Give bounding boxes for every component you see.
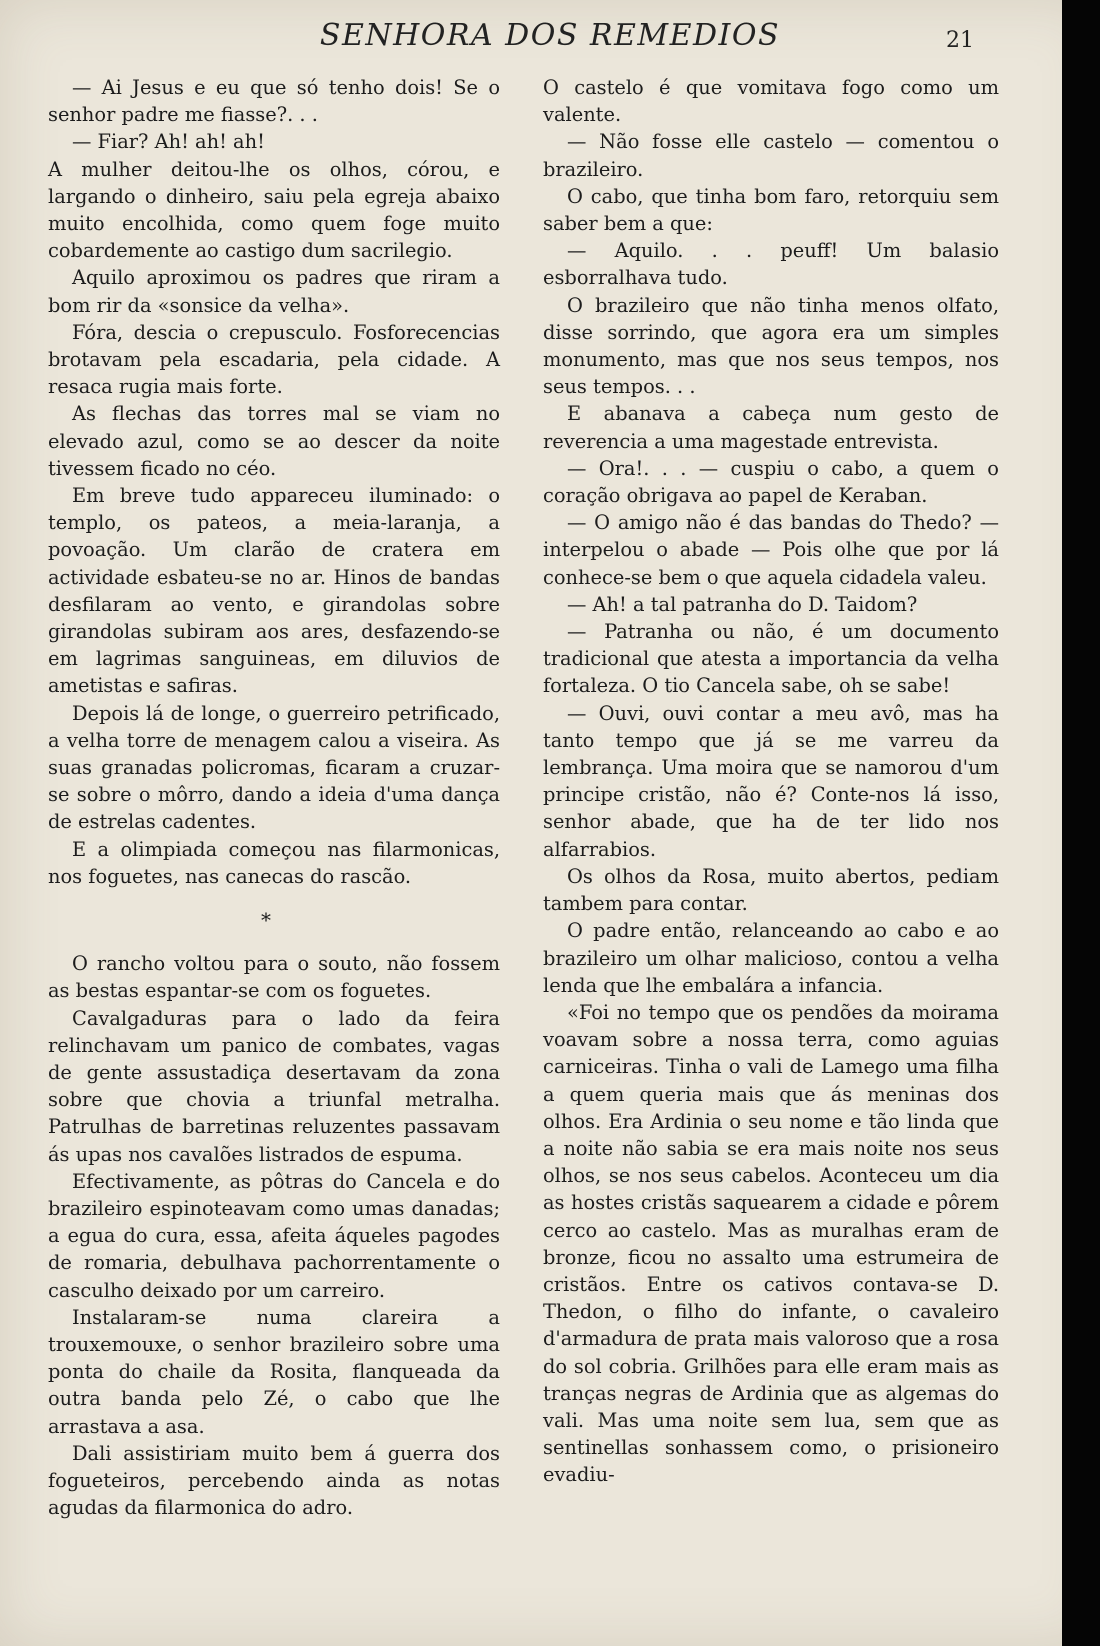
paragraph: O rancho voltou para o souto, não fossem as bestas espantar-se com os foguetes. (48, 952, 500, 1003)
paragraph: Instalaram-se numa clareira a trouxemouxe, o senhor brazileiro sobre uma ponta do chaile da Rosita, flanqueada da outra banda pelo Zé, o cabo que lhe arrastava a asa. (48, 1305, 500, 1438)
paragraph: A mulher deitou-lhe os olhos, córou, e largando o dinheiro, saiu pela egreja abaixo muito encolhida, como quem foge muito cobardemente ao castigo dum sacrilegio. (48, 157, 500, 263)
paragraph: Os olhos da Rosa, muito abertos, pediam tambem para contar. (543, 864, 999, 916)
paragraph: — Ouvi, ouvi contar a meu avô, mas ha tanto tempo que já se me varreu da lembrança. Uma moira que se namorou d'um principe cristão, não é? Conte-nos lá isso, senhor abade, que ha de ter lido nos alfarrabios. (543, 701, 999, 861)
section-ornament: * (261, 908, 271, 933)
paragraph: Efectivamente, as pôtras do Cancela e do brazileiro espinoteavam como umas danadas; a egua do cura, essa, afeita áqueles pagodes de romaria, debulhava pachorrentamente o casculho deixado por um carreiro. (48, 1169, 500, 1302)
paragraph: O cabo, que tinha bom faro, retorquiu sem saber bem a que: (543, 184, 999, 236)
paragraph: — Aquilo. . . peuff! Um balasio esborralhava tudo. (543, 239, 999, 290)
paragraph: Em breve tudo appareceu iluminado: o templo, os pateos, a meia-laranja, a povoação. Um clarão de cratera em actividade esbateu-se no ar. Hinos de bandas desfilaram ao vento, e girandolas sobre girandolas subiram aos ares, desfazendo-se em lagrimas sanguineas, em diluvios de ametistas e safiras. (48, 484, 500, 698)
paragraph: Depois lá de longe, o guerreiro petrificado, a velha torre de menagem calou a viseira. As suas granadas policromas, ficaram a cruzar-se sobre o môrro, dando a ideia d'uma dança de estrelas cadentes. (48, 701, 500, 834)
paragraph: O castelo é que vomitava fogo como um valente. (543, 76, 999, 127)
paragraph: — Não fosse elle castelo — comentou o brazileiro. (543, 130, 999, 181)
paragraph: — Ah! a tal patranha do D. Taidom? (567, 592, 918, 616)
left-column (48, 74, 500, 1521)
paragraph: E a olimpiada começou nas filarmonicas, nos foguetes, nas canecas do rascão. (48, 837, 500, 888)
paragraph: E abanava a cabeça num gesto de reverencia a uma magestade entrevista. (543, 402, 999, 453)
paragraph: As flechas das torres mal se viam no elevado azul, como se ao descer da noite tivessem ficado no céo. (48, 402, 500, 480)
right-column (543, 74, 999, 1489)
running-title: SENHORA DOS REMEDIOS (319, 18, 781, 53)
paragraph: «Foi no tempo que os pendões da moirama voavam sobre a nossa terra, como aguias carniceiras. Tinha o vali de Lamego uma filha a quem queria mais que ás meninas dos olhos. Era Ardinia o seu nome e tão linda que a noite não sabia se era mais noite nos seus olhos, se nos seus cabelos. Aconteceu um dia as hostes cristãs saquearem a cidade e pôrem cerco ao castelo. Mas as muralhas eram de bronze, ficou no assalto uma estrumeira de cristãos. Entre os cativos contava-se D. Thedon, o filho do infante, o cavaleiro d'armadura de prata mais valoroso que a rosa do sol cobria. Grilhões para elle eram mais as tranças negras de Ardinia que as algemas do vali. Mas uma noite sem lua, sem que as sentinellas sonhassem como, o prisioneiro evadiu- (543, 1000, 999, 1487)
paragraph: Dali assistiriam muito bem á guerra dos fogueteiros, percebendo ainda as notas agudas da filarmonica do adro. (48, 1441, 500, 1520)
paragraph: — O amigo não é das bandas do Thedo? — interpelou o abade — Pois olhe que por lá conhece-se bem o que aquela cidadela valeu. (543, 511, 999, 589)
paragraph: O brazileiro que não tinha menos olfato, disse sorrindo, que agora era um simples monumento, mas que nos seus tempos, nos seus tempos. . . (543, 293, 999, 399)
paragraph: — Fiar? Ah! ah! ah! (72, 130, 265, 154)
page-number: 21 (946, 28, 974, 53)
paragraph: O padre então, relanceando ao cabo e ao brazileiro um olhar malicioso, contou a velha lenda que lhe embalára a infancia. (543, 919, 999, 997)
paragraph: — Ora!. . . — cuspiu o cabo, a quem o coração obrigava ao papel de Keraban. (543, 456, 999, 508)
paragraph: Fóra, descia o crepusculo. Fosforecencias brotavam pela escadaria, pela cidade. A resaca rugia mais forte. (48, 320, 500, 399)
paragraph: — Patranha ou não, é um documento tradicional que atesta a importancia da velha fortaleza. O tio Cancela sabe, oh se sabe! (543, 620, 999, 698)
paragraph: — Ai Jesus e eu que só tenho dois! Se o senhor padre me fiasse?. . . (48, 76, 500, 127)
scan-edge (1062, 0, 1100, 1646)
paragraph: Aquilo aproximou os padres que riram a bom rir da «sonsice da velha». (48, 266, 500, 317)
paragraph: Cavalgaduras para o lado da feira relinchavam um panico de combates, vagas de gente assustadiça desertavam da zona sobre que chovia a triunfal metralha. Patrulhas de barretinas reluzentes passavam ás upas nos cavalões listrados de espuma. (48, 1006, 500, 1166)
